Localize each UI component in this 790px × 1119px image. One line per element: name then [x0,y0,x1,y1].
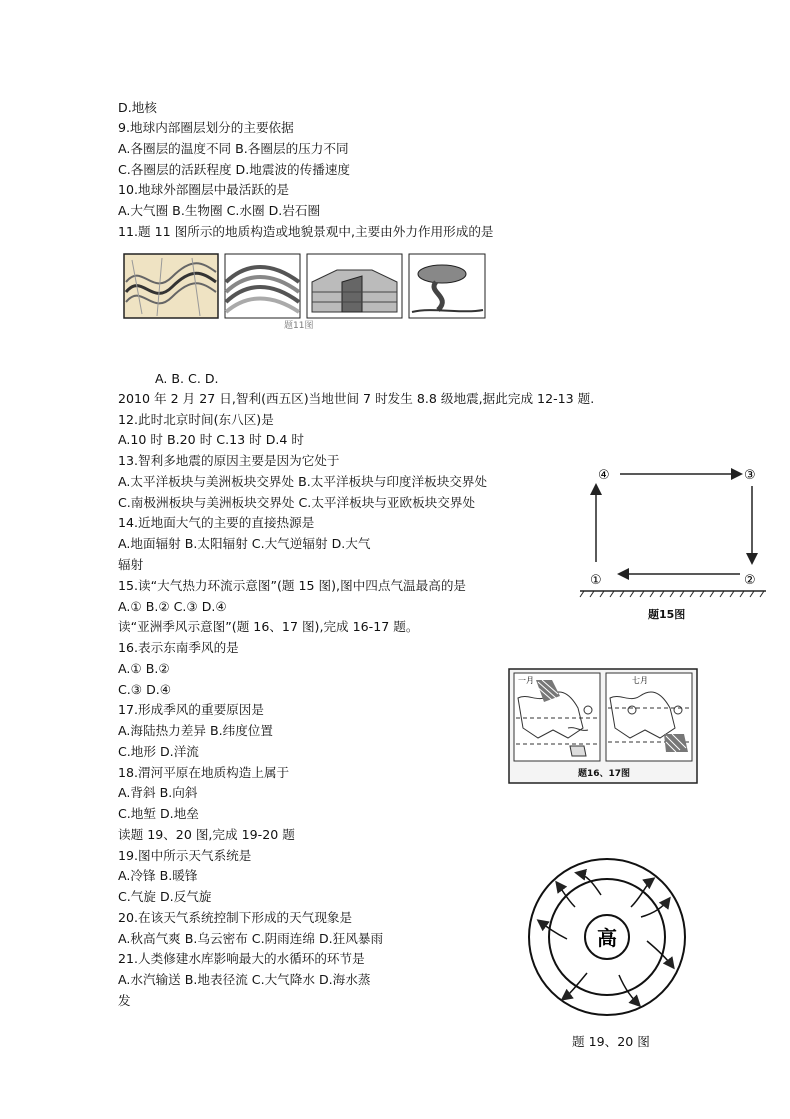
q18-options-ab: A.背斜 B.向斜 [118,785,198,800]
fig11-panel-a [124,254,218,318]
fig19-20-caption: 题 19、20 图 [572,1034,650,1049]
fig16-label-january: 一月 [518,676,534,685]
fig15-point-2: ② [744,573,756,588]
question-9: 9.地球内部圈层划分的主要依据 [118,120,294,135]
question-10: 10.地球外部圈层中最活跃的是 [118,182,290,197]
q9-options-ab: A.各圈层的温度不同 B.各圈层的压力不同 [118,141,349,156]
q17-options-cd: C.地形 D.洋流 [118,744,199,759]
question-21: 21.人类修建水库影响最大的水循环的环节是 [118,951,365,966]
question-15: 15.读“大气热力环流示意图”(题 15 图),图中四点气温最高的是 [118,578,467,593]
question-11: 11.题 11 图所示的地质构造或地貌景观中,主要由外力作用形成的是 [118,224,494,239]
fig11-caption: 题11图 [284,321,314,331]
q21-options: A.水汽输送 B.地表径流 C.大气降水 D.海水蒸 [118,972,371,987]
q16-options-ab: A.① B.② [118,661,170,676]
fig15-ground-hatch [580,591,764,597]
q11-options: A. B. C. D. [155,371,219,386]
fig16-panel-january [514,673,600,761]
q21-options-wrap: 发 [118,993,131,1008]
fig11-panel-c [307,254,402,318]
question-19: 19.图中所示天气系统是 [118,848,252,863]
question-14: 14.近地面大气的主要的直接热源是 [118,515,315,530]
fig15-point-1: ① [590,573,602,588]
figure-16-17 [508,668,698,784]
q14-options: A.地面辐射 B.太阳辐射 C.大气逆辐射 D.大气 [118,536,371,551]
figure-15 [578,460,768,625]
figure-11 [122,252,487,332]
earthquake-intro: 2010 年 2 月 27 日,智利(西五区)当地世间 7 时发生 8.8 级地震,据此完成 12-13 题. [118,391,595,406]
q19-options-cd: C.气旋 D.反气旋 [118,889,212,904]
q14-options-wrap: 辐射 [118,557,144,572]
q17-options-ab: A.海陆热力差异 B.纬度位置 [118,723,273,738]
monsoon-intro: 读“亚洲季风示意图”(题 16、17 图),完成 16-17 题。 [118,619,419,634]
weather-intro: 读题 19、20 图,完成 19-20 题 [118,827,295,842]
question-12: 12.此时北京时间(东八区)是 [118,412,274,427]
fig19-center-label: 高 [597,926,617,950]
q20-options: A.秋高气爽 B.乌云密布 C.阴雨连绵 D.狂风暴雨 [118,931,384,946]
fig11-panel-d [409,254,485,318]
fig16-panel-july [606,673,692,761]
q19-options-ab: A.冷锋 B.暖锋 [118,868,198,883]
q13-options-cd: C.南极洲板块与美洲板块交界处 C.太平洋板块与亚欧板块交界处 [118,495,476,510]
fig15-caption: 题15图 [648,608,686,621]
question-16: 16.表示东南季风的是 [118,640,239,655]
q12-options: A.10 时 B.20 时 C.13 时 D.4 时 [118,432,305,447]
fig16-label-july: 七月 [632,676,648,685]
question-13: 13.智利多地震的原因主要是因为它处于 [118,453,340,468]
fig11-panel-b [225,254,300,318]
question-17: 17.形成季风的重要原因是 [118,702,264,717]
q15-options: A.① B.② C.③ D.④ [118,599,227,614]
fig15-point-4: ④ [598,468,610,483]
fig16-17-caption: 题16、17图 [578,769,631,779]
q9-options-cd: C.各圈层的活跃程度 D.地震波的传播速度 [118,162,351,177]
q13-options-ab: A.太平洋板块与美洲板块交界处 B.太平洋板块与印度洋板块交界处 [118,474,488,489]
text-line-1: D.地核 [118,100,157,115]
fig15-point-3: ③ [744,468,756,483]
q10-options: A.大气圈 B.生物圈 C.水圈 D.岩石圈 [118,203,321,218]
question-20: 20.在该天气系统控制下形成的天气现象是 [118,910,353,925]
q18-options-cd: C.地堑 D.地垒 [118,806,199,821]
question-18: 18.渭河平原在地质构造上属于 [118,765,290,780]
q16-options-cd: C.③ D.④ [118,682,172,697]
figure-19-20 [527,855,687,1055]
